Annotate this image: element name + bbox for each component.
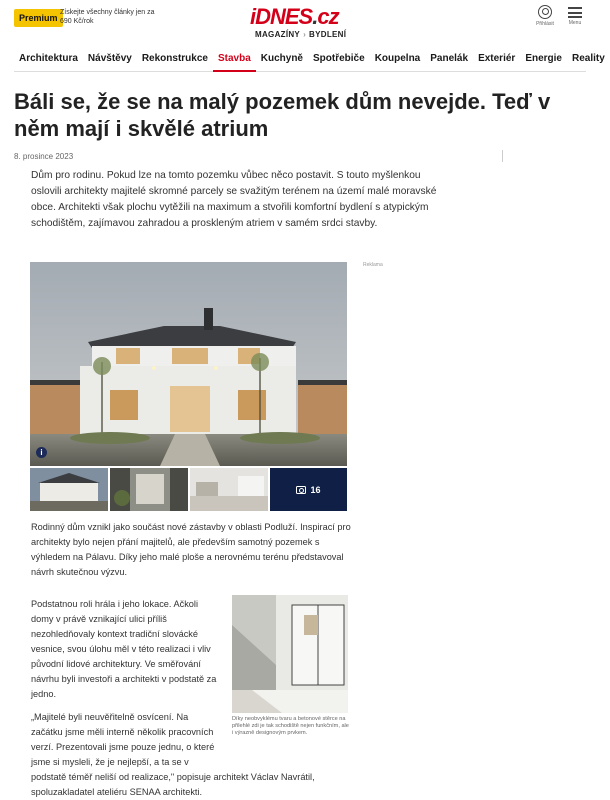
quote-text-start: „Majitelé byli neuvěřitelně osvícení. Na začátku jsme měli interně několik pracovních verzí. Prezentovali jsme pouze jednu, o které jsme si mysleli, že je nejlepší, a ta se v <box>31 712 215 767</box>
gallery-thumb-2[interactable] <box>110 468 188 511</box>
gallery-count-button[interactable] <box>270 468 347 511</box>
gallery-thumb-3[interactable] <box>190 468 268 511</box>
premium-offer-text[interactable]: Získejte všechny články jen za 690 Kč/rok <box>60 9 155 25</box>
category-energie[interactable]: Energie <box>525 53 562 64</box>
breadcrumb-magaziny[interactable]: MAGAZÍNY <box>255 30 301 39</box>
logo-cz: cz <box>317 4 339 29</box>
site-logo[interactable] <box>250 4 339 30</box>
article-date: 8. prosince 2023 <box>14 152 74 161</box>
article-paragraph: Rodinný dům vznikl jako součást nové zástavby v oblasti Podluží. Inspirací pro architekty bylo nejen přání majitelů, ale především samotný pozemek s výhledem na Pálavu. Díky jeho malé ploše a nerovnému terénu představoval návrh skutečnou výzvu. <box>31 522 351 577</box>
user-icon <box>538 5 552 19</box>
category-architektura[interactable]: Architektura <box>19 53 78 64</box>
category-exterier[interactable]: Exteriér <box>478 53 516 64</box>
hamburger-icon <box>568 7 582 18</box>
breadcrumb-separator: › <box>303 30 307 39</box>
hero-photo[interactable] <box>30 262 347 466</box>
info-icon[interactable]: i <box>36 447 47 458</box>
category-navstevy[interactable]: Návštěvy <box>87 53 132 64</box>
category-rekonstrukce[interactable]: Rekonstrukce <box>141 53 208 64</box>
article-perex: Dům pro rodinu. Pokud lze na tomto pozemku vůbec něco postavit. S touto myšlenkou oslovili architekty majitelé skromné parcely se svažitým terénem na území malé moravské obce. Architekti však plochu vytěžili na maximum a stvořili komfortní bydlení s atypickým schodištěm, zajímavou zahradou a proskleným atriem v samém srdci stavby. <box>31 170 437 229</box>
ad-label: Reklama <box>363 262 383 268</box>
quote-text-end: podstatě téměř neliší od realizace," popisuje architekt Václav Navrátil, spoluzakladatel ateliéru SENAA architekti. <box>31 772 315 797</box>
category-koupelna[interactable]: Koupelna <box>374 53 421 64</box>
menu-label: Menu <box>568 20 582 26</box>
login-label: Přihlásit <box>536 21 554 27</box>
photo-caption: Díky neobvyklému tvaru a betonové stěrce na přilehlé zdi je tak schodiště nejen funkčním, ale i výrazně designovým prvkem. <box>232 716 349 736</box>
article-paragraph: Podstatnou roli hrála i jeho lokace. Ačkoli domy v právě vznikající ulici příliš nezohledňovaly kontext tradiční slovácké vesnice, svou úlohu měl v této realizaci i vliv původní lidové architektury. Ve směřování návrhu byli investoři a architekti v podstatě za jedno. <box>31 599 217 699</box>
breadcrumb-bydleni[interactable]: BYDLENÍ <box>309 30 347 39</box>
category-reality[interactable]: Reality <box>572 53 605 64</box>
gallery-thumbnails <box>30 468 347 511</box>
gallery-count: 16 <box>310 484 321 495</box>
category-spotrebice[interactable]: Spotřebiče <box>313 53 365 64</box>
logo-idnes: iDNES <box>250 4 313 29</box>
category-nav <box>14 47 605 72</box>
category-panelak[interactable]: Panelák <box>430 53 469 64</box>
logo-dot: . <box>312 4 318 29</box>
category-kuchyne[interactable]: Kuchyně <box>260 53 303 64</box>
site-header <box>0 0 600 46</box>
gallery-thumb-1[interactable] <box>30 468 108 511</box>
staircase-photo[interactable] <box>232 595 348 713</box>
divider <box>502 150 503 162</box>
article-title: Báli se, že se na malý pozemek dům nevejde. Teď v něm mají i skvělé atrium <box>14 89 551 141</box>
menu-button[interactable] <box>565 7 585 26</box>
breadcrumb <box>255 30 346 39</box>
login-button[interactable] <box>535 5 555 27</box>
premium-button[interactable]: Premium <box>14 9 63 27</box>
camera-icon <box>296 486 306 494</box>
category-stavba[interactable]: Stavba <box>213 47 256 72</box>
